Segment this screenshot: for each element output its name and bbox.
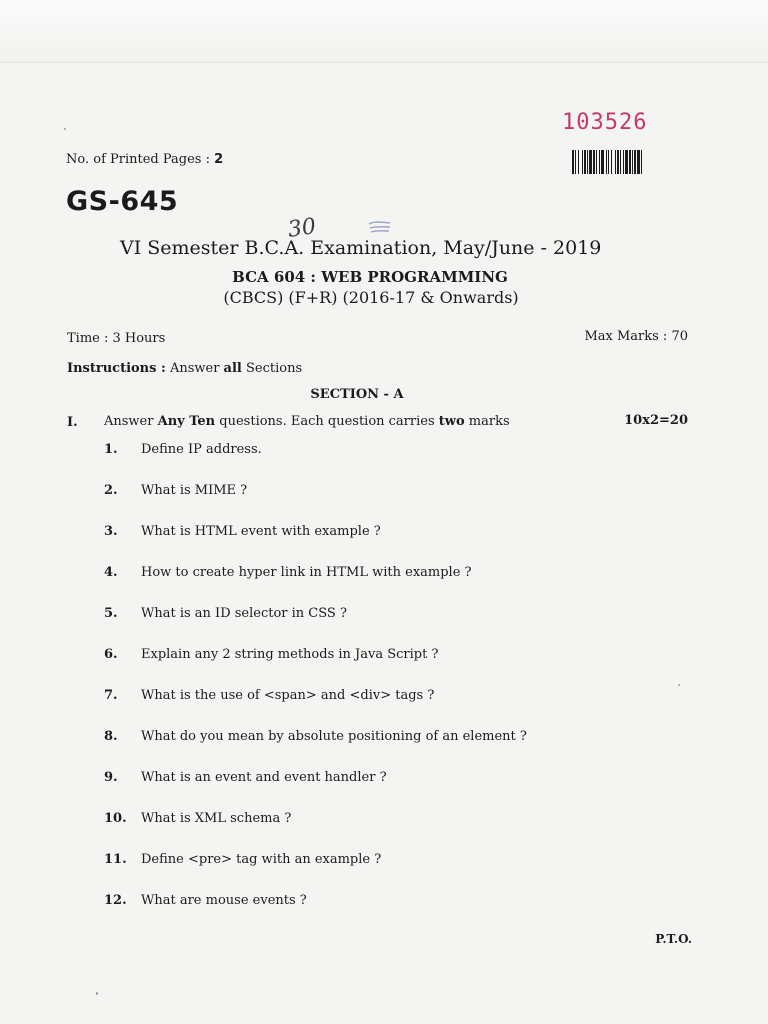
instructions-text-before: Answer	[169, 361, 220, 376]
time-allowed: Time : 3 Hours	[67, 331, 166, 346]
question-number: 4.	[104, 565, 118, 580]
question-text: Define IP address.	[141, 442, 262, 457]
scan-speck	[96, 992, 98, 995]
scan-speck	[64, 128, 66, 130]
question-text: What are mouse events ?	[141, 893, 307, 908]
question-text: What do you mean by absolute positioning of an element ?	[141, 729, 527, 744]
question-number: 3.	[104, 524, 118, 539]
handwritten-marks: 30	[286, 214, 318, 243]
question-text: Define <pre> tag with an example ?	[141, 852, 382, 867]
max-marks: Max Marks : 70	[584, 329, 688, 344]
printed-pages-label: No. of Printed Pages :	[66, 152, 210, 167]
question-number: 10.	[104, 811, 127, 826]
question-item	[104, 524, 381, 539]
question-item	[104, 893, 307, 908]
serial-number: 103526	[562, 110, 648, 135]
scan-top-band	[0, 0, 768, 63]
part-intro-before: Answer	[104, 414, 154, 429]
part-intro-two: two	[438, 414, 465, 429]
question-text: What is the use of <span> and <div> tags ?	[141, 688, 435, 703]
page-turn-note: P.T.O.	[655, 932, 692, 946]
exam-title: VI Semester B.C.A. Examination, May/June - 2019	[120, 237, 602, 259]
question-text: Explain any 2 string methods in Java Script ?	[141, 647, 439, 662]
barcode	[572, 150, 688, 174]
question-text: What is an ID selector in CSS ?	[141, 606, 347, 621]
question-text: What is MIME ?	[141, 483, 248, 498]
question-item	[104, 811, 291, 826]
instructions-label: Instructions :	[67, 361, 166, 376]
scheme-line	[0, 288, 768, 307]
instructions-emphasis: all	[223, 361, 242, 376]
question-item	[104, 852, 381, 867]
scheme-text: (CBCS) (F+R) (2016-17 & Onwards)	[223, 288, 519, 307]
question-item	[104, 647, 438, 662]
scan-speck	[678, 684, 680, 686]
question-text: What is an event and event handler ?	[141, 770, 387, 785]
part-intro-any: Any Ten	[157, 414, 216, 429]
question-text: What is XML schema ?	[141, 811, 292, 826]
question-text: What is HTML event with example ?	[141, 524, 381, 539]
printed-pages-value: 2	[214, 152, 224, 167]
part-number: I.	[67, 415, 78, 430]
question-number: 6.	[104, 647, 118, 662]
question-number: 1.	[104, 442, 118, 457]
section-title: SECTION - A	[310, 387, 404, 402]
instructions-text-after: Sections	[246, 361, 303, 376]
question-item	[104, 565, 472, 580]
subject-line	[0, 268, 768, 286]
question-number: 5.	[104, 606, 118, 621]
question-item	[104, 688, 434, 703]
question-text: How to create hyper link in HTML with example ?	[141, 565, 472, 580]
part-intro-middle: questions. Each question carries	[219, 414, 435, 429]
handwritten-scribble	[368, 220, 392, 234]
question-item	[104, 442, 262, 457]
paper-code: GS-645	[66, 186, 179, 217]
question-item	[104, 606, 347, 621]
part-marks: 10x2=20	[624, 413, 688, 428]
question-number: 2.	[104, 483, 118, 498]
barcode-bar	[642, 150, 644, 174]
question-number: 12.	[104, 893, 127, 908]
question-number: 7.	[104, 688, 118, 703]
question-number: 8.	[104, 729, 118, 744]
part-intro-after: marks	[468, 414, 510, 429]
printed-pages	[66, 152, 223, 167]
part-instructions	[104, 414, 510, 429]
question-item	[104, 770, 387, 785]
question-number: 11.	[104, 852, 127, 867]
subject-title: BCA 604 : WEB PROGRAMMING	[232, 268, 508, 286]
section-heading	[0, 387, 768, 402]
question-number: 9.	[104, 770, 118, 785]
question-item	[104, 729, 527, 744]
instructions	[67, 361, 302, 376]
question-item	[104, 483, 247, 498]
